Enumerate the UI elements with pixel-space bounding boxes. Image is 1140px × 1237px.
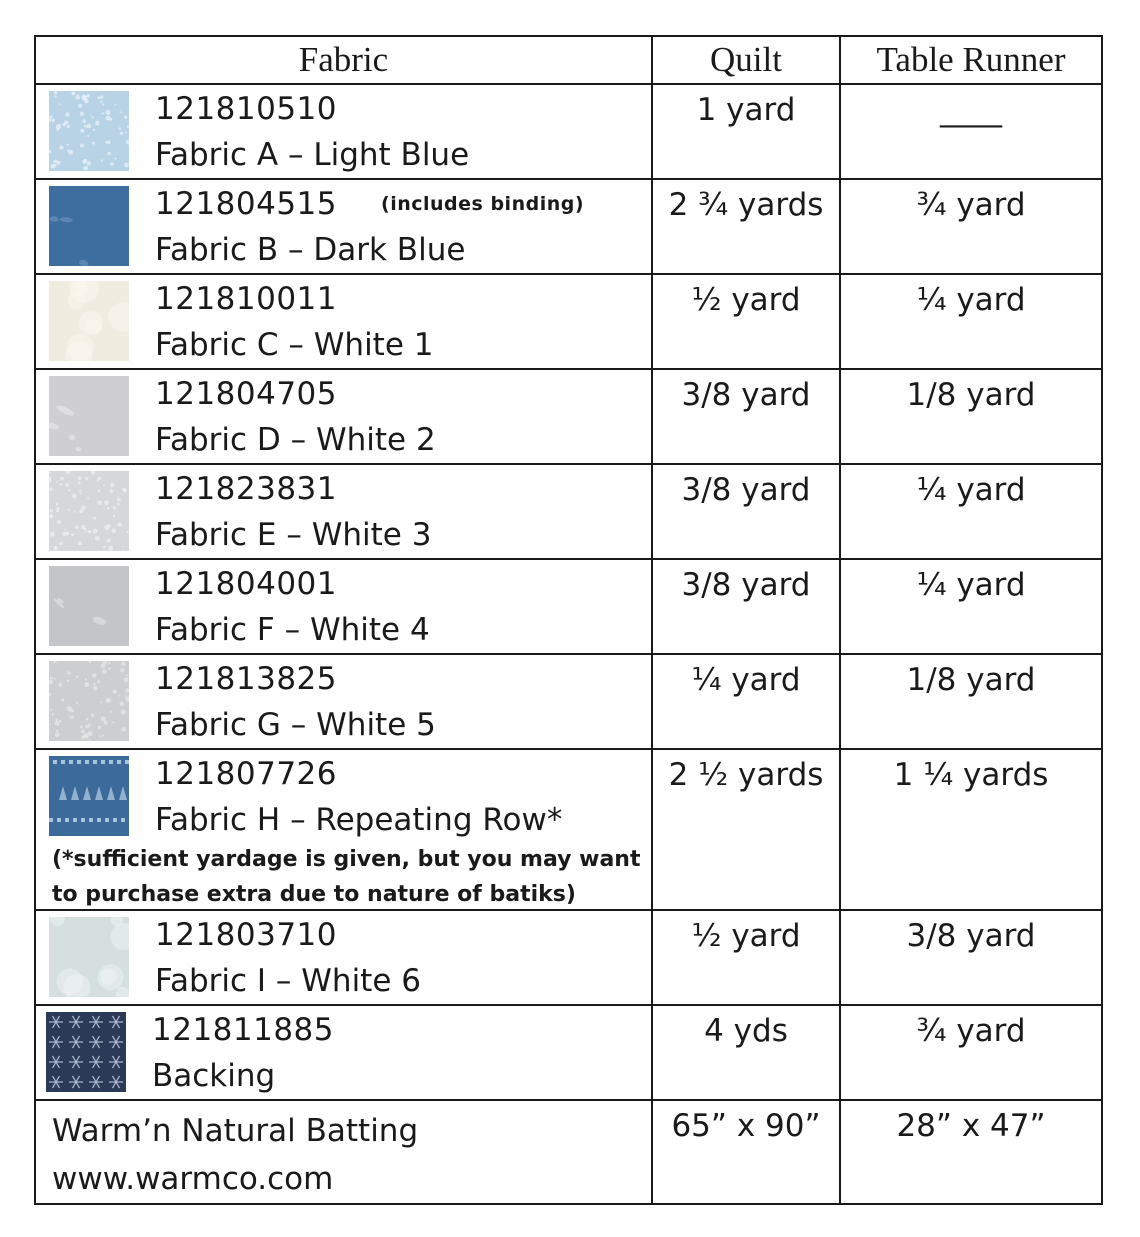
quilt-amount: 3/8 yard: [652, 369, 840, 464]
runner-amount: 1 ¼ yards: [840, 749, 1102, 910]
fabric-code: 121810011: [155, 281, 338, 317]
fabric-swatch-e: [49, 471, 129, 551]
fabric-row-d: [35, 369, 1102, 464]
yardage-note-line-2: to purchase extra due to nature of batiks): [52, 882, 576, 907]
fabric-code: 121807726: [155, 756, 338, 792]
fabric-row-c: [35, 274, 1102, 369]
fabric-code: [155, 186, 584, 222]
fabric-row-e: [35, 464, 1102, 559]
batting-quilt-size: 65” x 90”: [652, 1100, 840, 1204]
quilt-amount: ¼ yard: [652, 654, 840, 749]
runner-amount: ¼ yard: [840, 274, 1102, 369]
fabric-swatch-a: [49, 91, 129, 171]
header-fabric: Fabric: [35, 36, 652, 84]
yardage-note-line-1: (*sufficient yardage is given, but you may want: [52, 847, 641, 872]
fabric-row-backing: [35, 1005, 1102, 1100]
fabric-row-b: [35, 179, 1102, 274]
quilt-amount: 3/8 yard: [652, 559, 840, 654]
quilt-amount: 4 yds: [652, 1005, 840, 1100]
header-table-runner: Table Runner: [840, 36, 1102, 84]
fabric-name: Fabric H – Repeating Row*: [155, 802, 563, 838]
fabric-row-h: [35, 749, 1102, 910]
header-quilt: Quilt: [652, 36, 840, 84]
fabric-swatch-c: [49, 281, 129, 361]
fabric-code: 121823831: [155, 471, 338, 507]
runner-amount: ¼ yard: [840, 464, 1102, 559]
fabric-swatch-d: [49, 376, 129, 456]
fabric-code: 121804001: [155, 566, 338, 602]
fabric-name: Fabric D – White 2: [155, 422, 436, 458]
quilt-amount: ½ yard: [652, 910, 840, 1005]
fabric-name: Fabric F – White 4: [155, 612, 430, 648]
quilt-amount: 2 ½ yards: [652, 749, 840, 910]
fabric-requirements-table: [34, 35, 1103, 1205]
runner-amount: 3/8 yard: [840, 910, 1102, 1005]
batting-url: www.warmco.com: [52, 1161, 334, 1197]
fabric-swatch-backing: [46, 1012, 126, 1092]
quilt-amount: 3/8 yard: [652, 464, 840, 559]
fabric-cell: [35, 910, 652, 1005]
fabric-code-text: 121804515: [155, 186, 338, 222]
fabric-row-i: [35, 910, 1102, 1005]
fabric-code: 121803710: [155, 917, 338, 953]
quilt-amount: 2 ¾ yards: [652, 179, 840, 274]
batting-cell: [35, 1100, 652, 1204]
fabric-cell: [35, 559, 652, 654]
fabric-row-a: [35, 84, 1102, 179]
fabric-cell: [35, 654, 652, 749]
runner-amount: ¾ yard: [840, 1005, 1102, 1100]
yardage-note: [52, 842, 652, 912]
runner-amount: 1/8 yard: [840, 654, 1102, 749]
fabric-cell: [35, 1005, 652, 1100]
runner-amount: ¾ yard: [840, 179, 1102, 274]
fabric-swatch-h: [49, 756, 129, 836]
fabric-swatch-g: [49, 661, 129, 741]
fabric-name: Fabric I – White 6: [155, 963, 421, 999]
quilt-amount: 1 yard: [652, 84, 840, 179]
runner-amount: 1/8 yard: [840, 369, 1102, 464]
quilt-amount: ½ yard: [652, 274, 840, 369]
batting-row: [35, 1100, 1102, 1204]
fabric-cell: [35, 274, 652, 369]
fabric-code: 121804705: [155, 376, 338, 412]
batting-name: Warm’n Natural Batting: [52, 1113, 419, 1149]
fabric-row-g: [35, 654, 1102, 749]
fabric-cell: [35, 464, 652, 559]
fabric-name: Fabric G – White 5: [155, 707, 436, 743]
fabric-swatch-b: [49, 186, 129, 266]
fabric-code: 121811885: [152, 1012, 335, 1048]
fabric-swatch-f: [49, 566, 129, 646]
fabric-code: 121810510: [155, 91, 338, 127]
fabric-cell: [35, 84, 652, 179]
fabric-name: Fabric C – White 1: [155, 327, 434, 363]
fabric-cell: [35, 179, 652, 274]
fabric-cell: [35, 749, 652, 910]
binding-note: (includes binding): [381, 193, 585, 215]
fabric-name: Backing: [152, 1058, 276, 1094]
fabric-name: Fabric A – Light Blue: [155, 137, 470, 173]
header-row: [35, 36, 1102, 84]
runner-amount: ____: [840, 84, 1102, 179]
fabric-name: Fabric B – Dark Blue: [155, 232, 466, 268]
fabric-swatch-i: [49, 917, 129, 997]
runner-amount: ¼ yard: [840, 559, 1102, 654]
batting-runner-size: 28” x 47”: [840, 1100, 1102, 1204]
fabric-cell: [35, 369, 652, 464]
fabric-code: 121813825: [155, 661, 338, 697]
fabric-name: Fabric E – White 3: [155, 517, 432, 553]
fabric-row-f: [35, 559, 1102, 654]
